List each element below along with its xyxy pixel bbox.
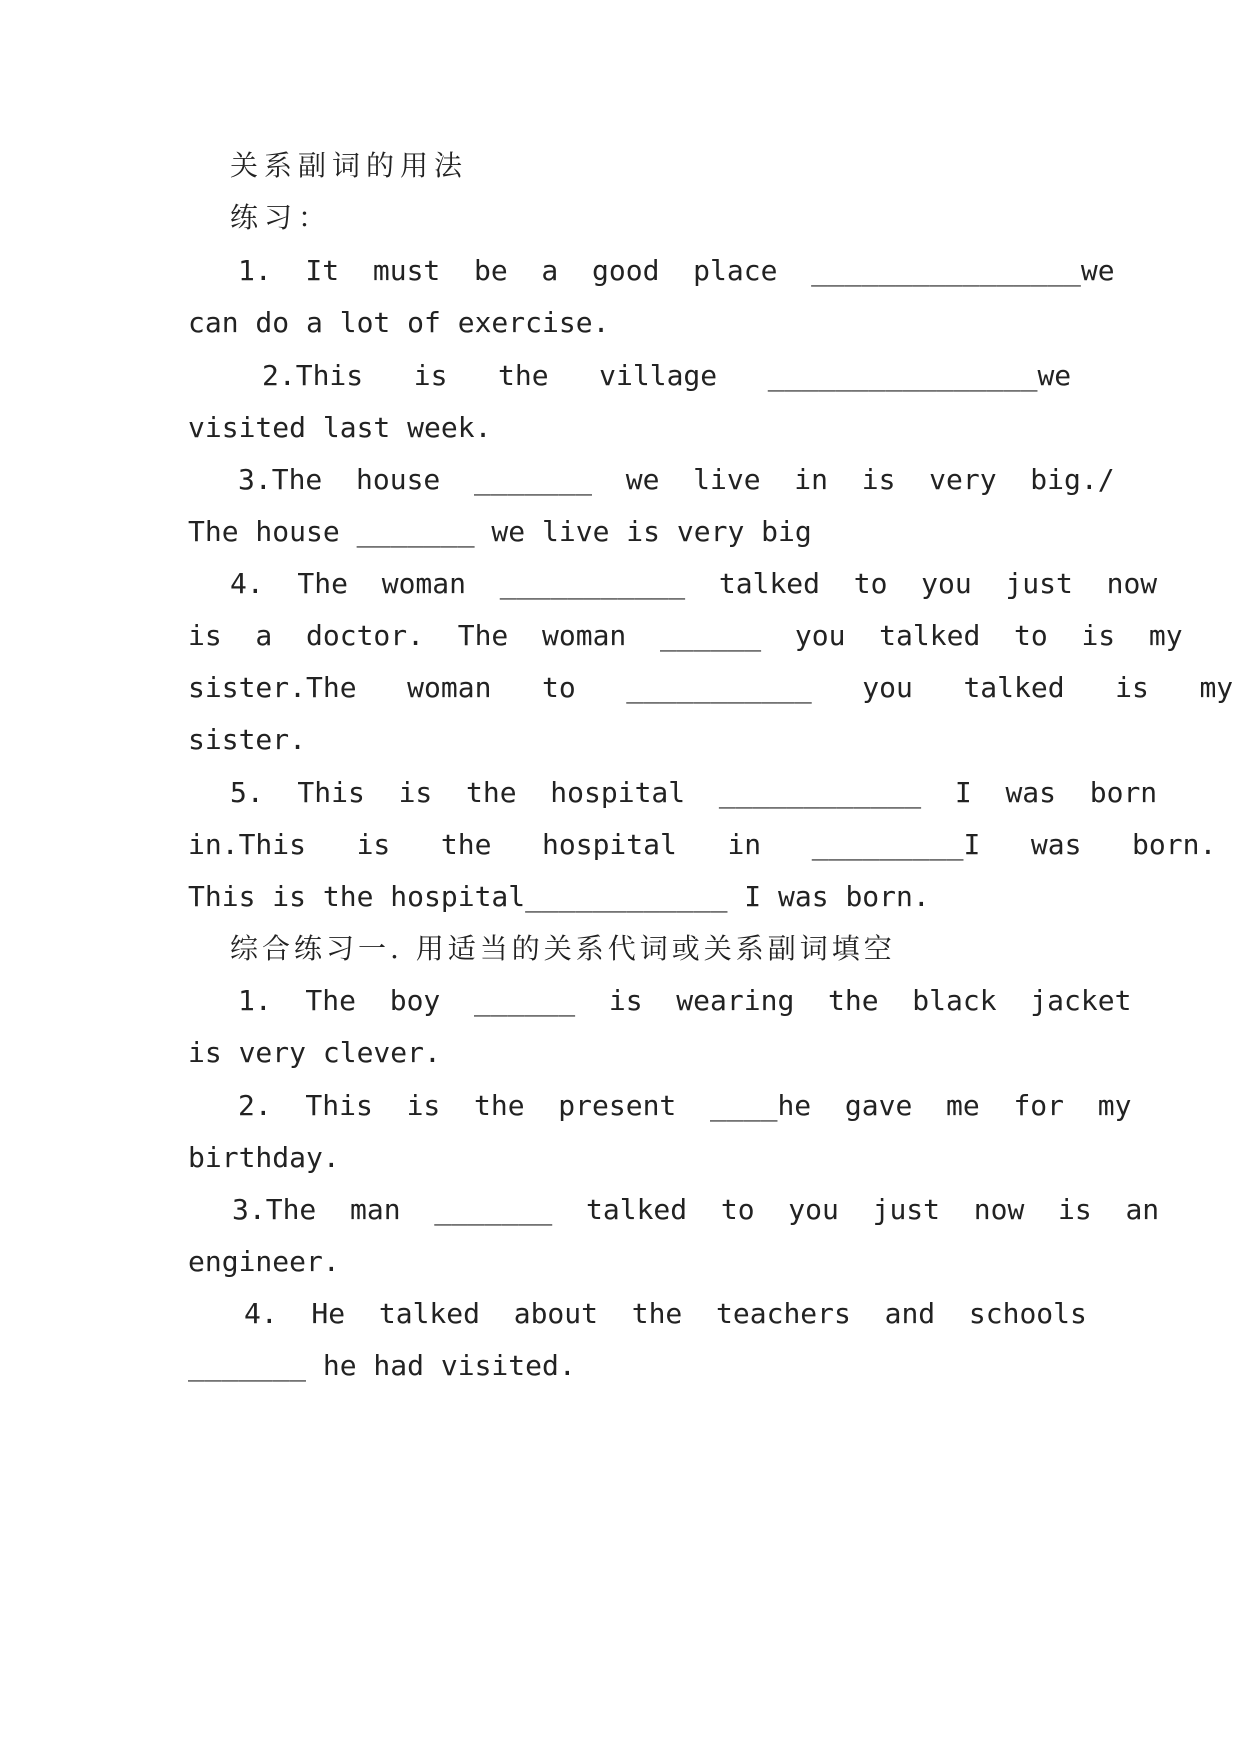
section2-heading: 综合练习一. 用适当的关系代词或关系副词填空 <box>230 932 896 965</box>
exercise-line: is very clever. <box>188 1036 441 1069</box>
exercise-line: 5. This is the hospital ____________ I was born <box>230 776 1158 809</box>
exercise-line: _______ he had visited. <box>188 1349 576 1382</box>
exercise-line: The house _______ we live is very big <box>188 515 812 548</box>
exercise-line: 2. This is the present ____he gave me for my <box>238 1089 1132 1122</box>
exercise-line: sister. <box>188 723 307 756</box>
exercise-line: This is the hospital____________ I was born. <box>188 880 930 913</box>
exercise-line: is a doctor. The woman ______ you talked to is my <box>188 619 1183 652</box>
exercise-line: 1. It must be a good place ________________we <box>238 254 1115 287</box>
exercise-line: visited last week. <box>188 411 492 444</box>
exercise-line: engineer. <box>188 1245 340 1278</box>
exercise-line: 1. The boy ______ is wearing the black jacket <box>238 984 1132 1017</box>
exercise-line: 4. The woman ___________ talked to you just now <box>230 567 1158 600</box>
exercise-label: 练习： <box>230 201 333 234</box>
exercise-line: can do a lot of exercise. <box>188 306 610 339</box>
exercise-line: sister.The woman to ___________ you talked is my <box>188 671 1234 704</box>
exercise-line: 3.The man _______ talked to you just now is an <box>232 1193 1160 1226</box>
exercise-line: 3.The house _______ we live in is very big./ <box>238 463 1115 496</box>
exercise-line: in.This is the hospital in _________I was born. <box>188 828 1217 861</box>
exercise-line: 4. He talked about the teachers and schools <box>244 1297 1087 1330</box>
document-title: 关系副词的用法 <box>230 149 469 182</box>
exercise-line: birthday. <box>188 1141 340 1174</box>
exercise-line: 2.This is the village ________________we <box>262 359 1072 392</box>
